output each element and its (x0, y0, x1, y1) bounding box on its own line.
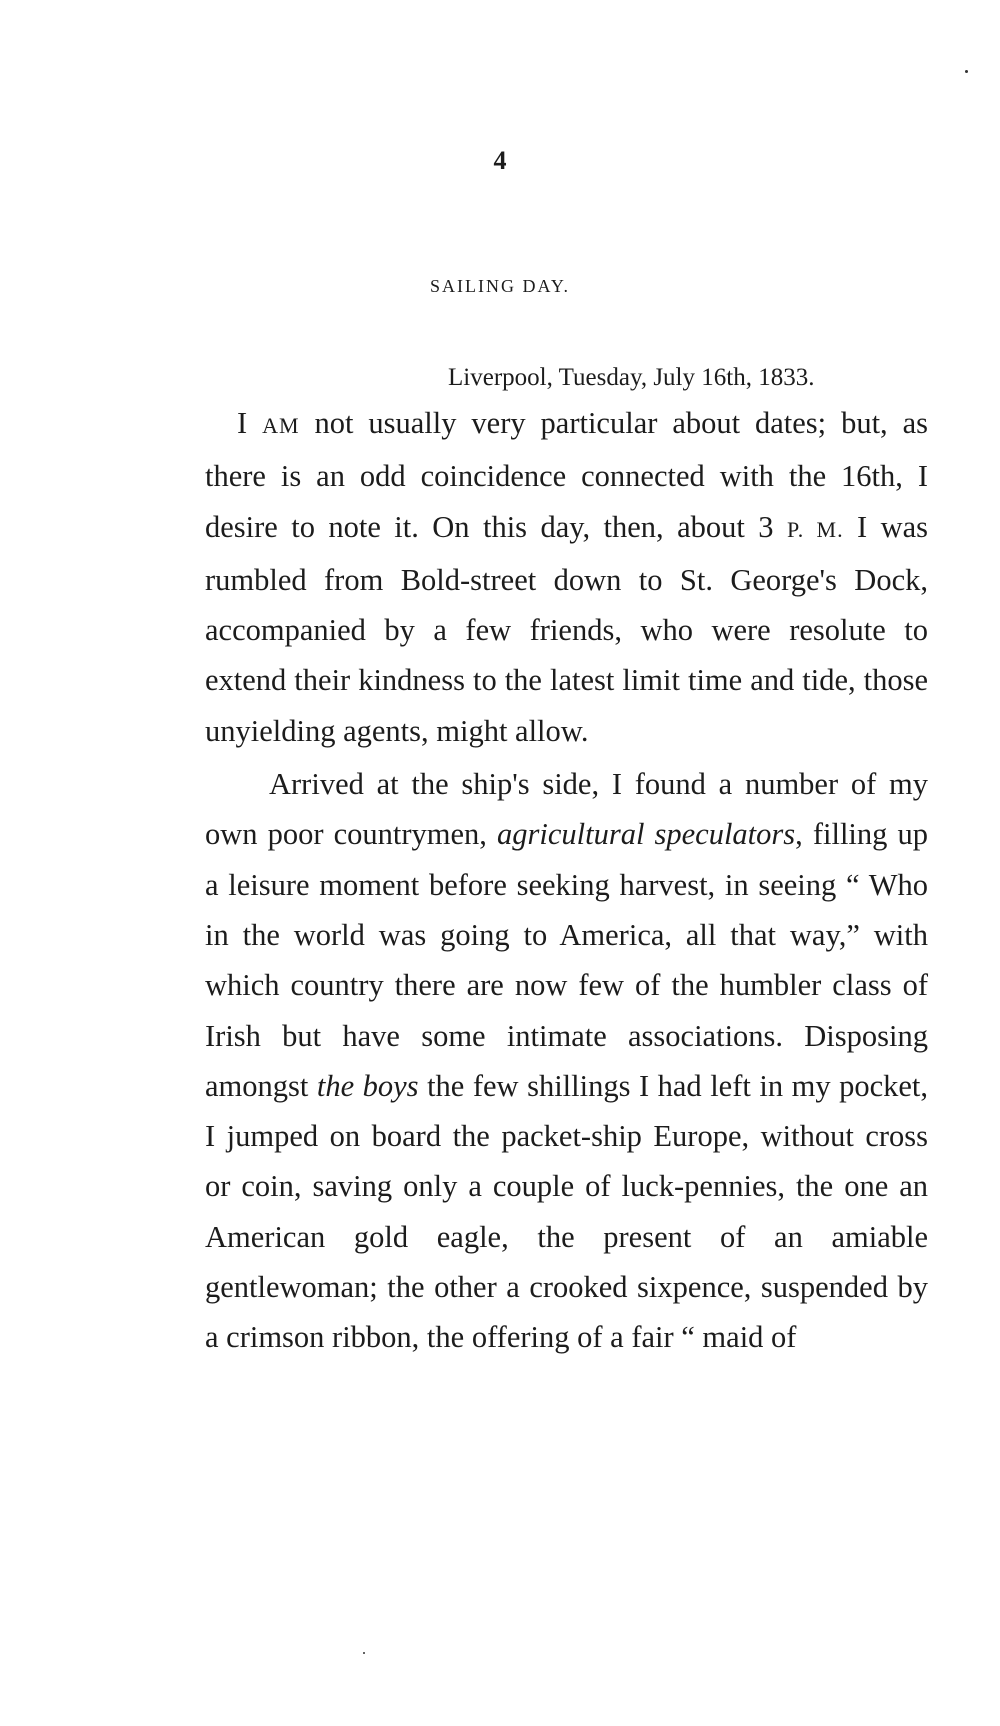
body-text (205, 398, 928, 1363)
paragraph-2-text-3: the few shillings I had left in my pocket, I jumped on board the packet-ship Europe, without cross or coin, saving only a couple of luck-pennies, the one an American gold eagle, the present of an amiable gentlewoman; the other a crooked sixpence, suspended by a crimson ribbon, the offering of a fair “ maid of (205, 1068, 929, 1355)
paragraph-1-text-2: I was rumbled from Bold-street down to St. George's Dock, accompanied by a few friends, who were resolute to extend their kindness to the latest limit time and tide, those unyielding agents, might allow. (205, 509, 929, 748)
dateline: Liverpool, Tuesday, July 16th, 1833. (448, 364, 815, 391)
paragraph-1-text: not usually very particular about dates; but, as there is an odd coincidence connected with the 16th, I desire to note it. On this day, then, about 3 (205, 406, 929, 544)
section-heading: SAILING DAY. (429, 276, 570, 296)
paragraph-2 (205, 759, 928, 1363)
page-number: 4 (493, 146, 507, 175)
paragraph-2-text-1: Arrived at the ship's side, I found a number of my own poor countrymen, (205, 767, 928, 852)
paragraph-2-italic-2: the boys (316, 1068, 419, 1103)
paragraph-1-lead: I (237, 406, 248, 440)
paragraph-1-smallcaps: AM (262, 413, 300, 438)
paragraph-2-italic-1: agricultural speculators (497, 817, 796, 852)
paragraph-1-pm: P. M. (786, 516, 844, 542)
paragraph-1 (205, 398, 928, 756)
paragraph-2-text-2: , filling up a leisure moment before seeking harvest, in seeing “ Who in the world was going to America, all that way,” with which country there are now few of the humbler class of Irish but have some intimate associations. Disposing amongst (205, 817, 928, 1103)
paper-speck (965, 70, 968, 73)
paper-speck (363, 1652, 365, 1654)
